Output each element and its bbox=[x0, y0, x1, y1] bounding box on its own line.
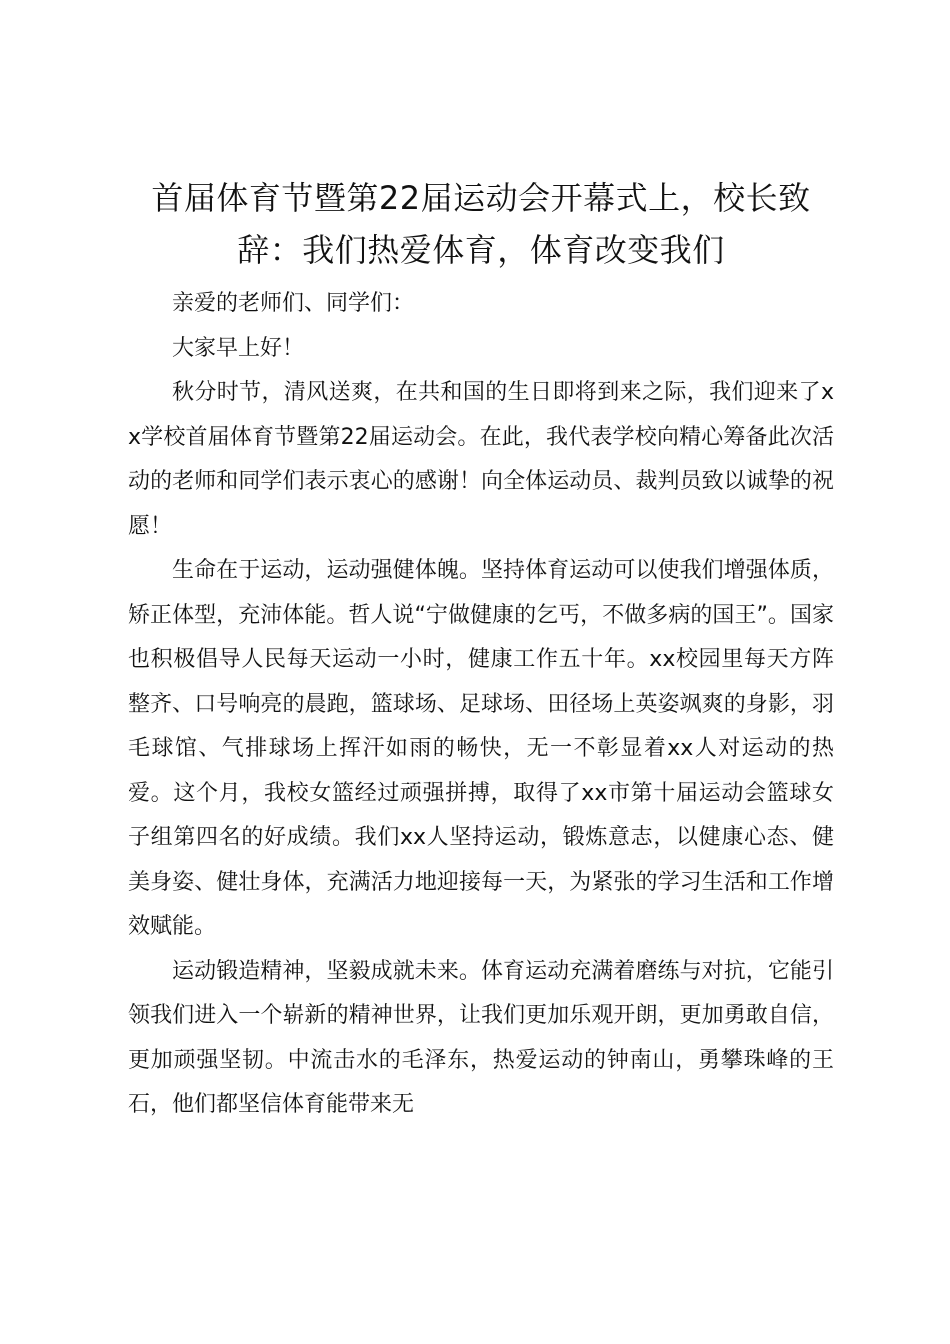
salutation: 亲爱的老师们、同学们： bbox=[172, 291, 415, 316]
paragraph: 生命在于运动，运动强健体魄。坚持体育运动可以使我们增强体质，矫正体型，充沛体能。哲人说“宁做健康的乞丐，不做多病的国王”。国家也积极倡导人民每天运动一小时，健康工作五十年。xx校园里每天方阵整齐、口号响亮的晨跑，篮球场、足球场、田径场上英姿飒爽的身影，羽毛球馆、气排球场上挥汗如雨的畅快，无一不彰显着xx人对运动的热爱。这个月，我校女篮经过顽强拼搏，取得了xx市第十届运动会篮球女子组第四名的好成绩。我们xx人坚持运动，锻炼意志，以健康心态、健美身姿、健壮身体，充满活力地迎接每一天，为紧张的学习生活和工作增效赋能。 bbox=[128, 558, 834, 939]
greeting: 大家早上好！ bbox=[172, 335, 305, 361]
document-title: 首届体育节暨第22届运动会开幕式上，校长致辞：我们热爱体育，体育改变我们 bbox=[151, 179, 811, 269]
paragraph: 秋分时节，清风送爽，在共和国的生日即将到来之际，我们迎来了xx学校首届体育节暨第22届运动会。在此，我代表学校向精心筹备此次活动的老师和同学们表示衷心的感谢！向全体运动员、裁判员致以诚挚的祝愿！ bbox=[128, 380, 834, 539]
document-body bbox=[128, 172, 834, 1128]
paragraph: 运动锻造精神，坚毅成就未来。体育运动充满着磨练与对抗，它能引领我们进入一个崭新的精神世界，让我们更加乐观开朗，更加勇敢自信，更加顽强坚韧。中流击水的毛泽东，热爱运动的钟南山，勇攀珠峰的王石，他们都坚信体育能带来无 bbox=[128, 958, 834, 1117]
